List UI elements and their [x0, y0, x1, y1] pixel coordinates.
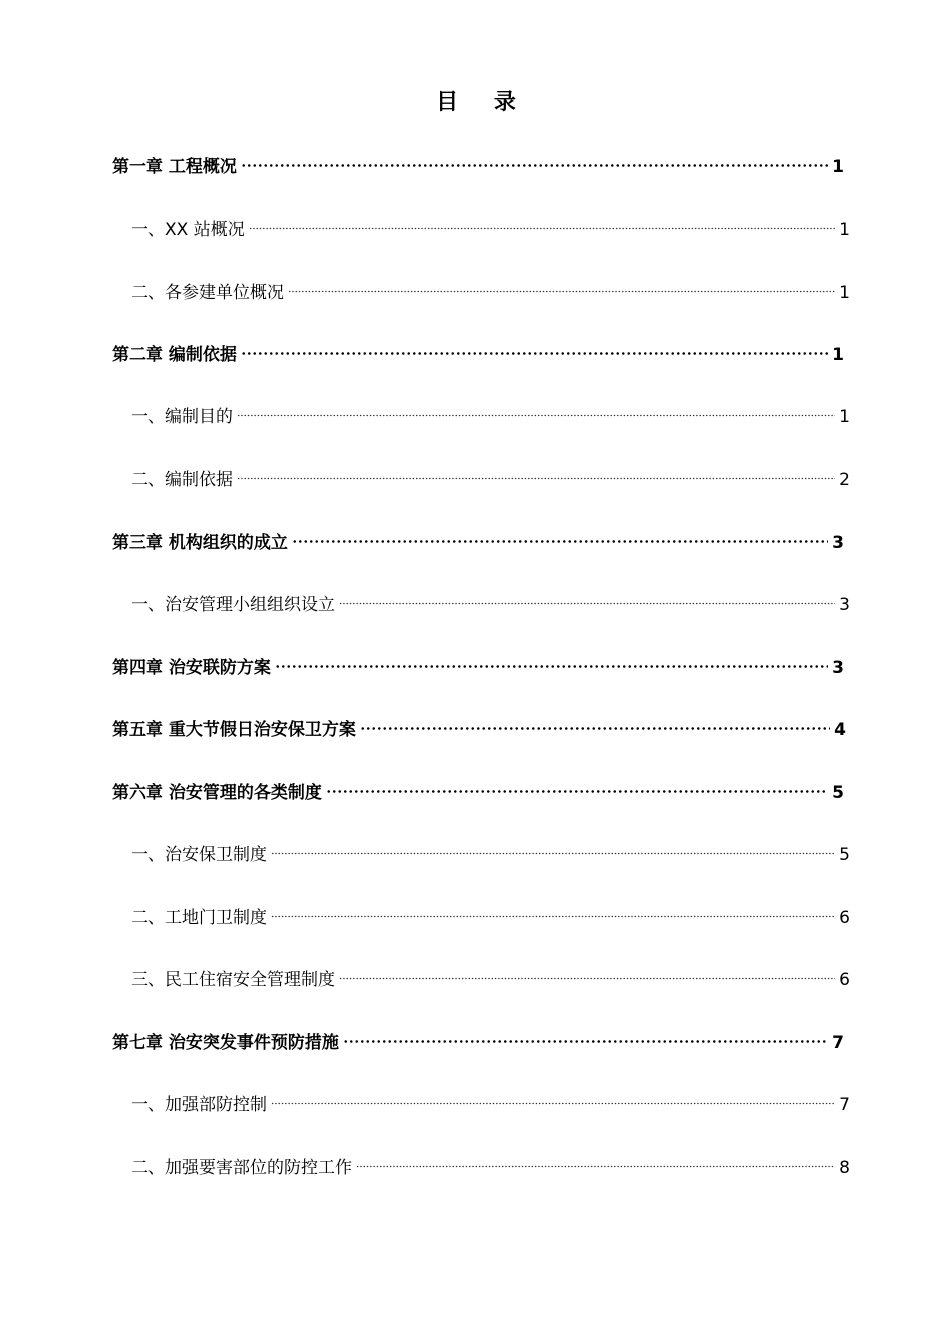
toc-section-1-2[interactable]	[131, 280, 850, 306]
toc-page-number: 3	[832, 533, 844, 553]
toc-entry-label: 二、各参建单位概况	[131, 283, 284, 303]
toc-entry-label: 三、民工住宿安全管理制度	[131, 970, 335, 990]
toc-page-number: 1	[839, 283, 850, 303]
dot-leader	[271, 1102, 835, 1105]
toc-entry-label: 二、加强要害部位的防控工作	[131, 1158, 352, 1178]
toc-page-number: 5	[839, 845, 850, 865]
dot-leader	[339, 602, 835, 605]
toc-entry-label: 一、治安保卫制度	[131, 845, 267, 865]
toc-page-number: 6	[839, 970, 850, 990]
toc-page-number: 8	[839, 1158, 850, 1178]
toc-page-number: 3	[839, 595, 850, 615]
toc-page-number: 1	[839, 220, 850, 240]
dot-leader	[288, 290, 835, 293]
dot-leader	[237, 414, 835, 417]
toc-section-6-1[interactable]	[131, 842, 850, 868]
toc-entry-label: 第二章 编制依据	[112, 345, 237, 365]
dot-leader	[275, 665, 828, 668]
dot-leader	[241, 352, 828, 355]
toc-page-number: 4	[834, 720, 846, 740]
dot-leader	[271, 915, 835, 918]
toc-page-number: 7	[832, 1033, 844, 1053]
toc-entry-label: 第五章 重大节假日治安保卫方案	[112, 720, 356, 740]
toc-page-number: 5	[832, 783, 844, 803]
toc-entry-label: 二、工地门卫制度	[131, 908, 267, 928]
toc-entry-label: 第三章 机构组织的成立	[112, 533, 288, 553]
dot-leader	[360, 727, 830, 730]
page-title: 目 录	[436, 90, 530, 115]
toc-section-7-2[interactable]	[131, 1155, 850, 1181]
toc-page-number: 1	[839, 407, 850, 427]
toc-entry-label: 第七章 治安突发事件预防措施	[112, 1033, 339, 1053]
toc-entry-label: 一、编制目的	[131, 407, 233, 427]
toc-section-2-2[interactable]	[131, 467, 850, 493]
toc-section-6-3[interactable]	[131, 967, 850, 993]
dot-leader	[343, 1040, 828, 1043]
dot-leader	[292, 540, 828, 543]
toc-chapter-5[interactable]	[112, 717, 846, 743]
toc-chapter-6[interactable]	[112, 780, 844, 806]
dot-leader	[249, 227, 835, 230]
toc-chapter-4[interactable]	[112, 655, 844, 681]
toc-page-number: 1	[832, 345, 844, 365]
dot-leader	[237, 477, 835, 480]
dot-leader	[339, 977, 835, 980]
toc-chapter-1[interactable]	[112, 154, 844, 180]
toc-entry-label: 第一章 工程概况	[112, 157, 237, 177]
toc-entry-label: 第六章 治安管理的各类制度	[112, 783, 322, 803]
toc-chapter-2[interactable]	[112, 342, 844, 368]
toc-page-number: 7	[839, 1095, 850, 1115]
toc-page-number: 6	[839, 908, 850, 928]
toc-section-7-1[interactable]	[131, 1092, 850, 1118]
dot-leader	[241, 164, 828, 167]
toc-page-number: 3	[832, 658, 844, 678]
dot-leader	[356, 1165, 835, 1168]
toc-entry-label: 一、治安管理小组组织设立	[131, 595, 335, 615]
toc-page-number: 1	[832, 157, 844, 177]
toc-section-2-1[interactable]	[131, 404, 850, 430]
toc-page-number: 2	[839, 470, 850, 490]
dot-leader	[271, 852, 835, 855]
toc-section-6-2[interactable]	[131, 905, 850, 931]
toc-section-1-1[interactable]	[131, 217, 850, 243]
toc-entry-label: 二、编制依据	[131, 470, 233, 490]
toc-section-3-1[interactable]	[131, 592, 850, 618]
toc-entry-label: 第四章 治安联防方案	[112, 658, 271, 678]
dot-leader	[326, 790, 828, 793]
toc-entry-label: 一、XX 站概况	[131, 220, 245, 240]
toc-entry-label: 一、加强部防控制	[131, 1095, 267, 1115]
toc-chapter-3[interactable]	[112, 530, 844, 556]
toc-chapter-7[interactable]	[112, 1030, 844, 1056]
